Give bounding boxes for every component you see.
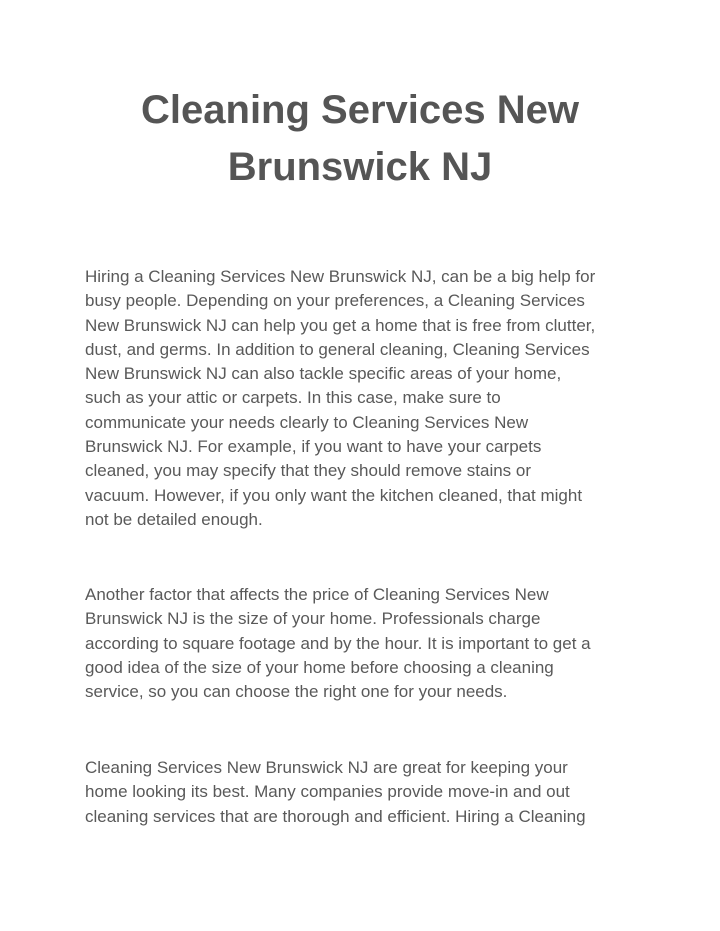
paragraph-line: cleaning services that are thorough and efficient. Hiring a Cleaning — [85, 806, 586, 826]
paragraph-line: vacuum. However, if you only want the kitchen cleaned, that might — [85, 485, 583, 505]
paragraph-line: not be detailed enough. — [85, 509, 263, 529]
body-paragraph-1 — [85, 265, 645, 532]
paragraph-line: cleaned, you may specify that they should remove stains or — [85, 461, 532, 481]
paragraph-line: New Brunswick NJ can help you get a home that is free from clutter, — [85, 315, 596, 335]
body-paragraph-3 — [85, 756, 645, 829]
paragraph-line: Hiring a Cleaning Services New Brunswick NJ, can be a big help for — [85, 267, 596, 286]
paragraph-line: Brunswick NJ. For example, if you want to have your carpets — [85, 437, 542, 457]
paragraph-line: Brunswick NJ is the size of your home. Professionals charge — [85, 609, 541, 629]
paragraph-line: home looking its best. Many companies provide move-in and out — [85, 782, 570, 802]
paragraph-line: Cleaning Services New Brunswick NJ are great for keeping your — [85, 758, 568, 777]
page-title — [60, 82, 660, 196]
body-paragraph-2 — [85, 583, 645, 704]
paragraph-line: good idea of the size of your home before choosing a cleaning — [85, 657, 554, 677]
paragraph-line: such as your attic or carpets. In this case, make sure to — [85, 388, 501, 408]
paragraph-line: communicate your needs clearly to Cleaning Services New — [85, 412, 529, 432]
paragraph-line: New Brunswick NJ can also tackle specific areas of your home, — [85, 364, 562, 384]
title-line: Brunswick NJ — [227, 145, 493, 189]
paragraph-line: dust, and germs. In addition to general cleaning, Cleaning Services — [85, 339, 590, 359]
paragraph-line: Another factor that affects the price of Cleaning Services New — [85, 585, 549, 604]
paragraph-line: busy people. Depending on your preferences, a Cleaning Services — [85, 291, 585, 311]
title-line: Cleaning Services New — [141, 88, 579, 132]
paragraph-line: according to square footage and by the hour. It is important to get a — [85, 633, 591, 653]
paragraph-line: service, so you can choose the right one for your needs. — [85, 682, 508, 702]
